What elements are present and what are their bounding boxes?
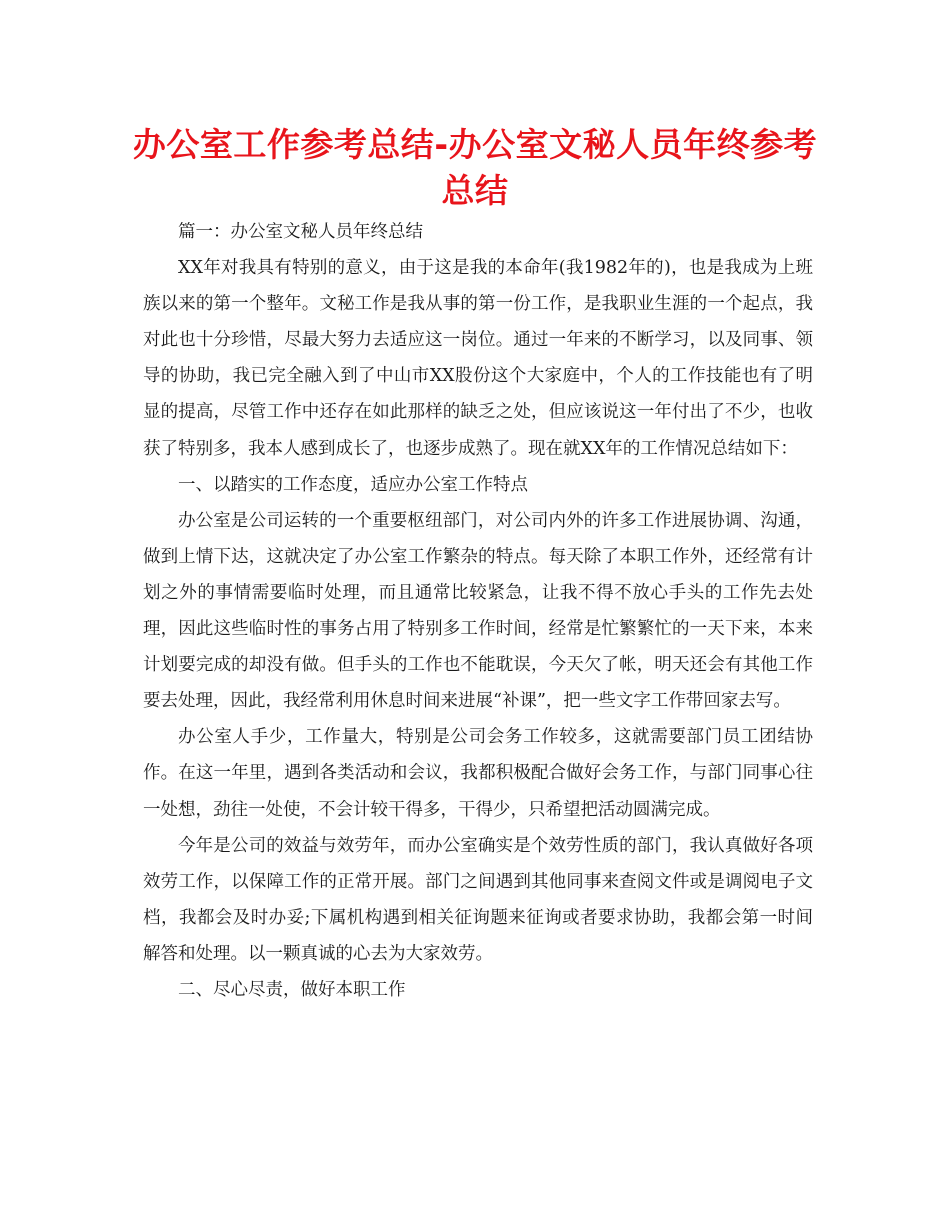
paragraph: 今年是公司的效益与效劳年，而办公室确实是个效劳性质的部门，我认真做好各项效劳工作，以保障工作的正常开展。部门之间遇到其他同事来查阅文件或是调阅电子文档，我都会及时办妥;下属机构遇到相关征询题来征询或者要求协助，我都会第一时间解答和处理。以一颗真诚的心去为大家效劳。 [143, 835, 813, 964]
document-title: 办公室工作参考总结-办公室文秘人员年终参考总结 [132, 125, 818, 210]
paragraph: XX年对我具有特别的意义，由于这是我的本命年(我1982年的)，也是我成为上班族以来的第一个整年。文秘工作是我从事的第一份工作，是我职业生涯的一个起点，我对此也十分珍惜，尽最大努力去适应这一岗位。通过一年来的不断学习，以及同事、领导的协助，我已完全融入到了中山市XX股份这个大家庭中，个人的工作技能也有了明显的提高，尽管工作中还存在如此那样的缺乏之处，但应该说这一年付出了不少，也收获了特别多，我本人感到成长了，也逐步成熟了。现在就XX年的工作情况总结如下： [143, 258, 813, 459]
paragraph: 办公室是公司运转的一个重要枢纽部门，对公司内外的许多工作进展协调、沟通，做到上情下达，这就决定了办公室工作繁杂的特点。每天除了本职工作外，还经常有计划之外的事情需要临时处理，而且通常比较紧急，让我不得不放心手头的工作先去处理，因此这些临时性的事务占用了特别多工作时间，经常是忙繁繁忙的一天下来，本来计划要完成的却没有做。但手头的工作也不能耽误，今天欠了帐，明天还会有其他工作要去处理，因此，我经常利用休息时间来进展“补课”，把一些文字工作带回家去写。 [143, 510, 813, 712]
document-body [143, 214, 813, 1008]
section-heading: 二、尽心尽责，做好本职工作 [178, 979, 406, 1000]
section-heading: 一、以踏实的工作态度，适应办公室工作特点 [178, 474, 528, 495]
section-heading: 篇一：办公室文秘人员年终总结 [178, 222, 423, 242]
paragraph: 办公室人手少，工作量大，特别是公司会务工作较多，这就需要部门员工团结协作。在这一年里，遇到各类活动和会议，我都积极配合做好会务工作，与部门同事心往一处想，劲往一处使，不会计较干得多，干得少，只希望把活动圆满完成。 [143, 727, 813, 820]
